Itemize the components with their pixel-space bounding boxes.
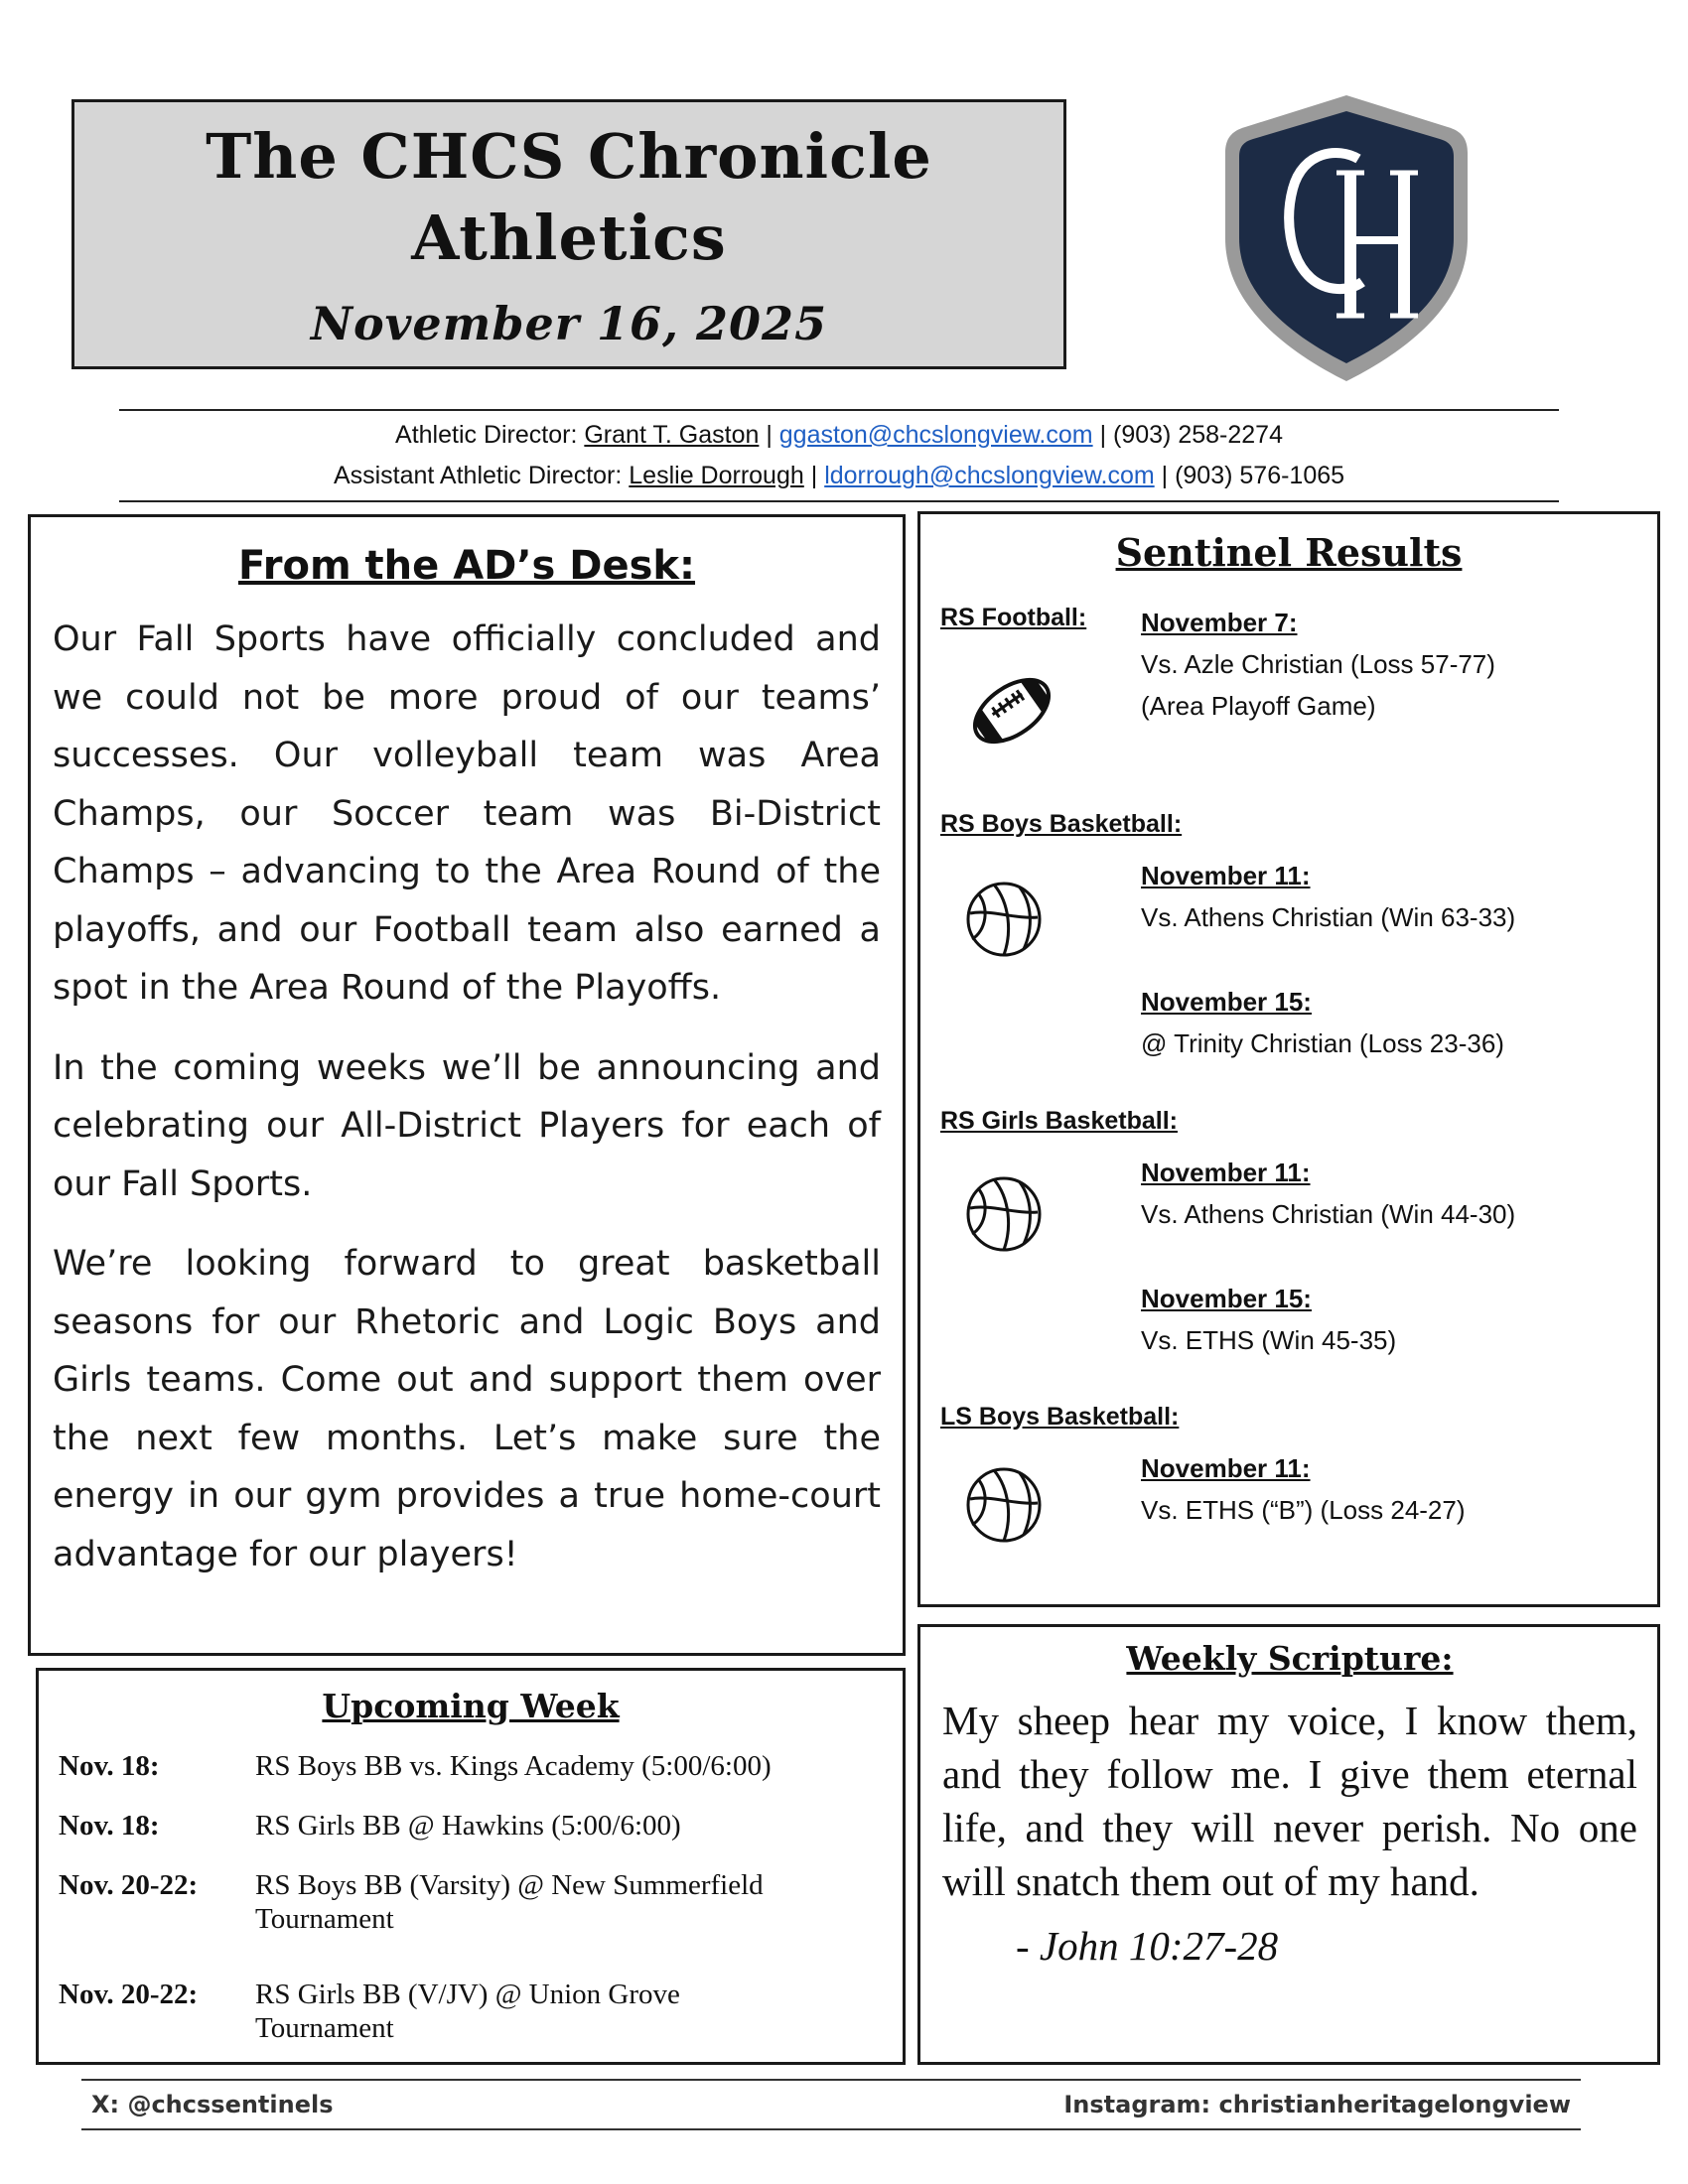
sport-label: RS Boys Basketball: [940,810,1183,838]
event-description [255,1868,883,1936]
separator: | [810,462,818,489]
newsletter-title [74,116,1063,279]
football-icon [964,663,1059,758]
game-score: @ Trinity Christian (Loss 23-36) [1141,1028,1504,1058]
game-date: November 7: [1141,608,1298,637]
sport-label: RS Girls Basketball: [940,1107,1178,1135]
ad-desk-paragraph: Our Fall Sports have officially concluded and we could not be more proud of our teams’ successes. Our volleyball team was Area Champs, our Soccer team was Bi-District Champs – advancing to the Area Round of the playoffs, and our Football team also earned a spot in the Area Round of the Playoffs. [53,619,881,1008]
results-heading: Sentinel Results [1115,530,1463,575]
contact-strip [119,409,1559,502]
title-line-1: The CHCS Chronicle [206,120,932,193]
game-result [1141,602,1495,727]
sport-label: RS Football: [940,604,1087,631]
event-description-line: RS Girls BB (V/JV) @ Union Grove [255,1979,680,2010]
director-phone: (903) 258-2274 [1113,421,1283,449]
game-date: November 11: [1141,1158,1311,1187]
game-score: Vs. Azle Christian (Loss 57-77) [1141,649,1495,679]
game-date: November 11: [1141,861,1311,890]
director-name: Grant T. Gaston [584,421,760,449]
x-handle[interactable]: X: @chcssentinels [91,2091,334,2118]
athletic-director-line [119,415,1559,456]
scripture-text: My sheep hear my voice, I know them, and they follow me. I give them eternal life, and they will never perish. No one will snatch them out of my hand. [942,1698,1637,1904]
assistant-director-line [119,456,1559,496]
masthead [71,99,1066,369]
game-score: Vs. Athens Christian (Win 63-33) [1141,902,1516,932]
game-score: Vs. Athens Christian (Win 44-30) [1141,1199,1516,1229]
game-result [1141,981,1504,1064]
game-result [1141,1278,1396,1361]
event-description: RS Girls BB @ Hawkins (5:00/6:00) [255,1810,681,1842]
event-date: Nov. 18: [59,1750,160,1782]
ad-desk-paragraph: In the coming weeks we’ll be announcing and celebrating our All-District Players for each of our Fall Sports. [53,1047,881,1204]
title-line-2: Athletics [411,202,727,274]
ad-desk-paragraph: We’re looking forward to great basketball seasons for our Rhetoric and Logic Boys and Girls teams. Come out and support them over the next few months. Let’s make sure the energy in our gym provides a true home-court advantage for our players! [53,1244,881,1574]
separator: | [1099,421,1107,449]
game-score: Vs. ETHS (Win 45-35) [1141,1325,1397,1355]
results-section [917,511,1660,1607]
game-date: November 11: [1141,1453,1311,1483]
role-label: Athletic Director: [395,421,578,449]
event-row [59,1978,883,2045]
event-row [59,1809,883,1843]
event-description-line: Tournament [255,1903,394,1935]
game-note: (Area Playoff Game) [1141,691,1376,721]
assistant-phone: (903) 576-1065 [1175,462,1345,489]
scripture-heading: Weekly Scripture: [1126,1639,1454,1678]
ad-desk-section [28,514,906,1656]
separator: | [766,421,773,449]
scripture-section [917,1624,1660,2065]
director-email-link[interactable]: ggaston@chcslongview.com [778,421,1093,449]
event-description-line: RS Boys BB (Varsity) @ New Summerfield [255,1869,764,1901]
game-date: November 15: [1141,987,1312,1017]
event-description [255,1978,883,2045]
upcoming-week-section [36,1668,906,2065]
event-date: Nov. 18: [59,1810,160,1842]
role-label: Assistant Athletic Director: [333,462,623,489]
game-date: November 15: [1141,1284,1312,1313]
instagram-handle[interactable]: Instagram: christianheritagelongview [1063,2091,1571,2118]
event-row [59,1749,883,1783]
game-result [1141,1152,1515,1235]
event-description-line: Tournament [255,2012,394,2044]
separator: | [1161,462,1169,489]
game-result [1141,1447,1466,1531]
event-description: RS Boys BB vs. Kings Academy (5:00/6:00) [255,1750,772,1782]
assistant-name: Leslie Dorrough [629,462,804,489]
basketball-icon [964,880,1044,959]
ad-desk-heading: From the AD’s Desk: [237,543,696,589]
basketball-icon [964,1174,1044,1254]
scripture-reference: - John 10:27-28 [1016,1923,1279,1969]
game-result [1141,855,1515,938]
upcoming-heading: Upcoming Week [322,1687,620,1725]
event-date: Nov. 20-22: [59,1869,199,1901]
school-crest-logo [1219,89,1474,387]
game-score: Vs. ETHS (“B”) (Loss 24-27) [1141,1495,1466,1525]
assistant-email-link[interactable]: ldorrough@chcslongview.com [824,462,1155,489]
basketball-icon [964,1465,1044,1545]
event-row [59,1868,883,1936]
event-date: Nov. 20-22: [59,1979,199,2010]
issue-date: November 16, 2025 [310,297,828,350]
sport-label: LS Boys Basketball: [940,1403,1180,1431]
social-footer [81,2079,1581,2130]
